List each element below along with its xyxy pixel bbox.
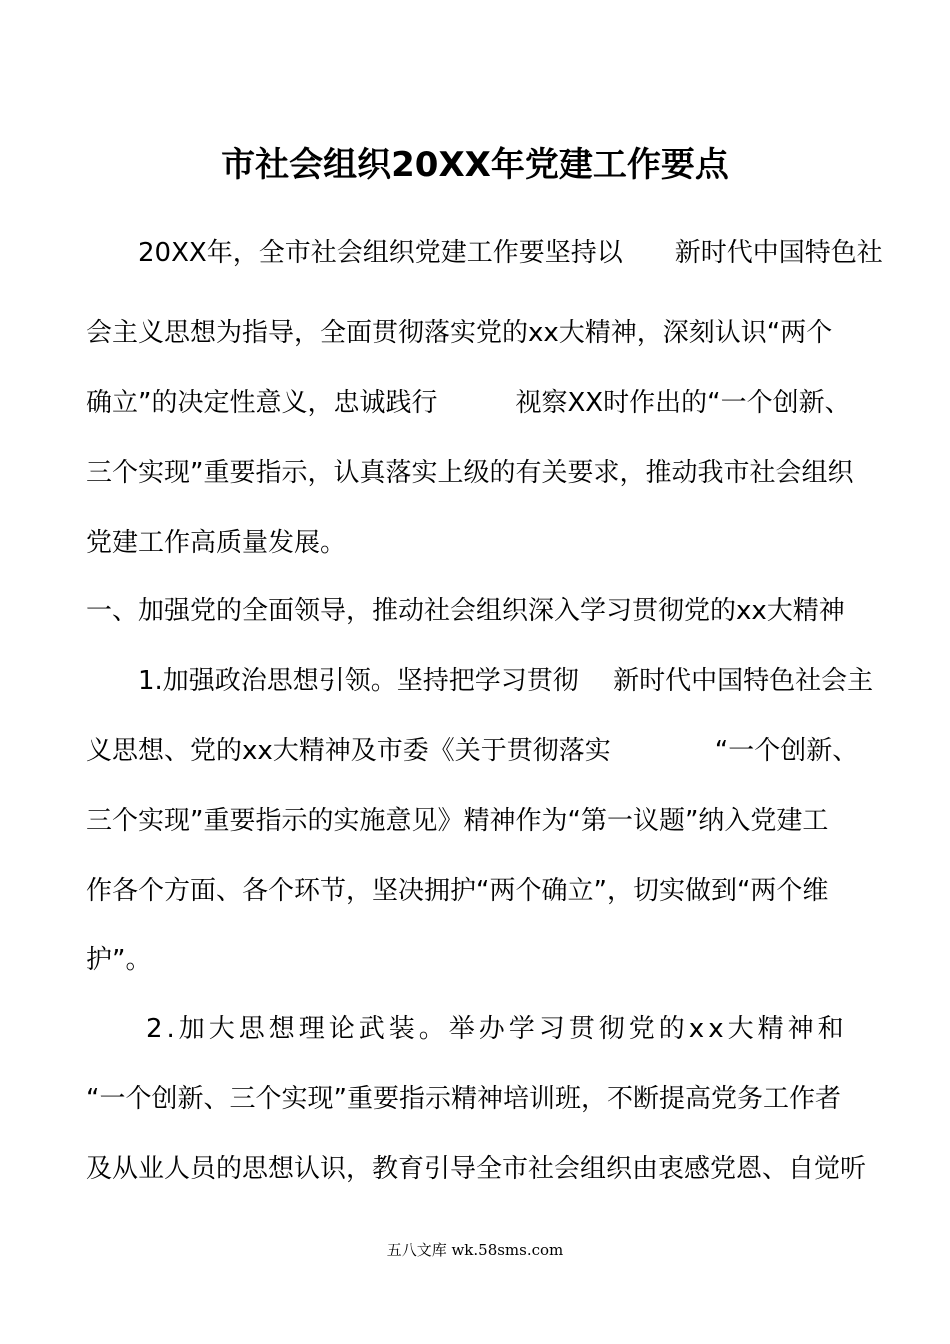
body-line: 20XX年，全市社会组织党建工作要坚持以 新时代中国特色社 bbox=[86, 238, 883, 268]
body-line: “一个创新、三个实现”重要指示精神培训班，不断提高党务工作者 bbox=[86, 1084, 841, 1114]
body-line: 义思想、党的xx大精神及市委《关于贯彻落实 “一个创新、 bbox=[86, 736, 859, 766]
body-line: 三个实现”重要指示的实施意见》精神作为“第一议题”纳入党建工 bbox=[86, 806, 829, 836]
body-line: 及从业人员的思想认识，教育引导全市社会组织由衷感党恩、自觉听 bbox=[86, 1154, 867, 1184]
body-line: 作各个方面、各个环节，坚决拥护“两个确立”，切实做到“两个维 bbox=[86, 876, 829, 906]
body-line: 党建工作高质量发展。 bbox=[86, 528, 347, 558]
body-line: 确立”的决定性意义，忠诚践行 视察XX时作出的“一个创新、 bbox=[86, 388, 851, 418]
footer-watermark: 五八文库 wk.58sms.com bbox=[386, 1241, 564, 1259]
body-line: 会主义思想为指导，全面贯彻落实党的xx大精神，深刻认识“两个 bbox=[86, 318, 833, 348]
section-heading: 一、加强党的全面领导，推动社会组织深入学习贯彻党的xx大精神 bbox=[86, 596, 845, 626]
body-line: 三个实现”重要指示，认真落实上级的有关要求，推动我市社会组织 bbox=[86, 458, 854, 488]
body-line: 2.加大思想理论武装。举办学习贯彻党的xx大精神和 bbox=[86, 1014, 848, 1044]
body-line: 1.加强政治思想引领。坚持把学习贯彻 新时代中国特色社会主 bbox=[86, 666, 874, 696]
body-line: 护”。 bbox=[86, 945, 152, 975]
document-title: 市社会组织20XX年党建工作要点 bbox=[221, 145, 729, 185]
